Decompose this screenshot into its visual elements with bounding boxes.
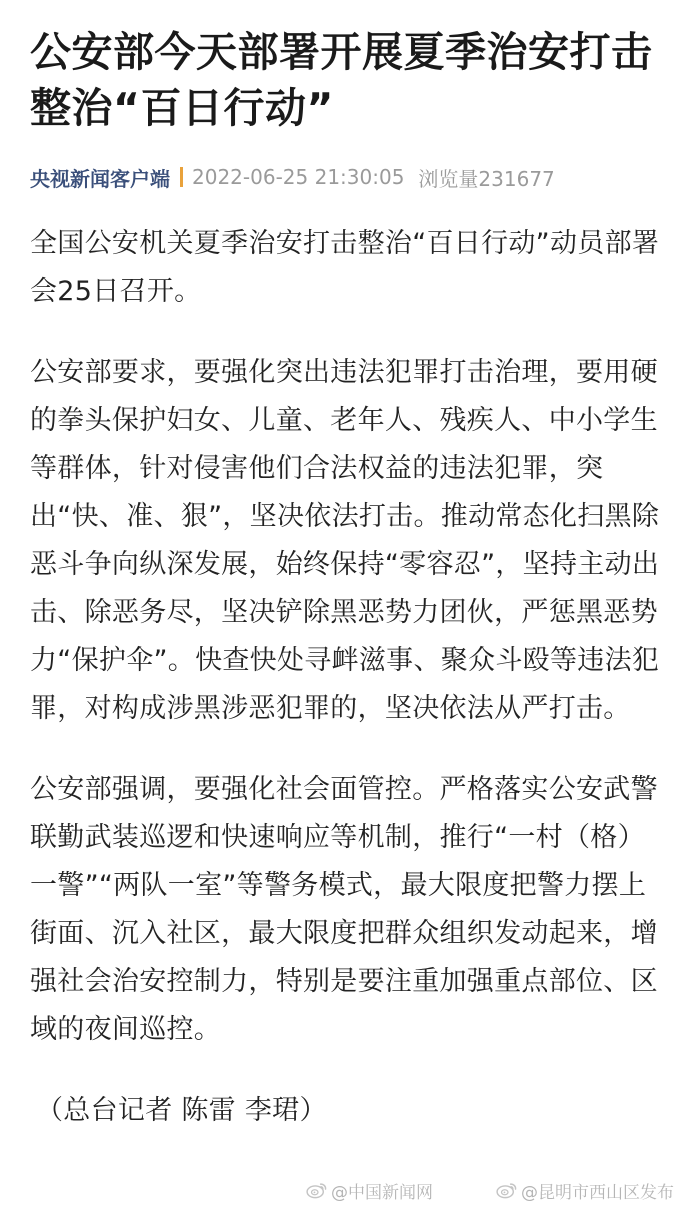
watermark-text-2: @昆明市西山区发布 bbox=[521, 1182, 674, 1203]
article-byline: （总台记者 陈雷 李珺） bbox=[36, 1095, 327, 1126]
weibo-icon bbox=[306, 1181, 328, 1199]
weibo-icon bbox=[496, 1181, 518, 1199]
watermark-text-1: @中国新闻网 bbox=[331, 1182, 433, 1203]
article-paragraph-3: 公安部强调，要强化社会面管控。严格落实公安武警联勤武装巡逻和快速响应等机制，推行“一村（格）一警”“两队一室”等警务模式，最大限度把警力摆上街面、沉入社区，最大限度把群众组织发动起来，增强社会治安控制力，特别是要注重加强重点部位、区域的夜间巡控。 bbox=[30, 774, 658, 1045]
article-paragraph-2: 公安部要求，要强化突出违法犯罪打击治理，要用硬的拳头保护妇女、儿童、老年人、残疾人、中小学生等群体，针对侵害他们合法权益的违法犯罪，突出“快、准、狠”，坚决依法打击。推动常态化扫黑除恶斗争向纵深发展，始终保持“零容忍”，坚持主动出击、除恶务尽，坚决铲除黑恶势力团伙，严惩黑恶势力“保护伞”。快查快处寻衅滋事、聚众斗殴等违法犯罪，对构成涉黑涉恶犯罪的，坚决依法从严打击。 bbox=[30, 357, 660, 724]
meta-separator bbox=[180, 167, 183, 187]
article-datetime: 2022-06-25 21:30:05 bbox=[192, 165, 405, 189]
watermark-zhongguo-xinwenwang bbox=[306, 1176, 433, 1204]
article-paragraph-1: 全国公安机关夏季治安打击整治“百日行动”动员部署会25日召开。 bbox=[30, 228, 660, 307]
watermark-xishan-fabu bbox=[496, 1176, 674, 1204]
view-count: 浏览量231677 bbox=[418, 166, 555, 191]
article-title: 公安部今天部署开展夏季治安打击整治“百日行动” bbox=[30, 28, 653, 132]
article-meta bbox=[30, 162, 660, 192]
article-source[interactable]: 央视新闻客户端 bbox=[30, 166, 170, 191]
